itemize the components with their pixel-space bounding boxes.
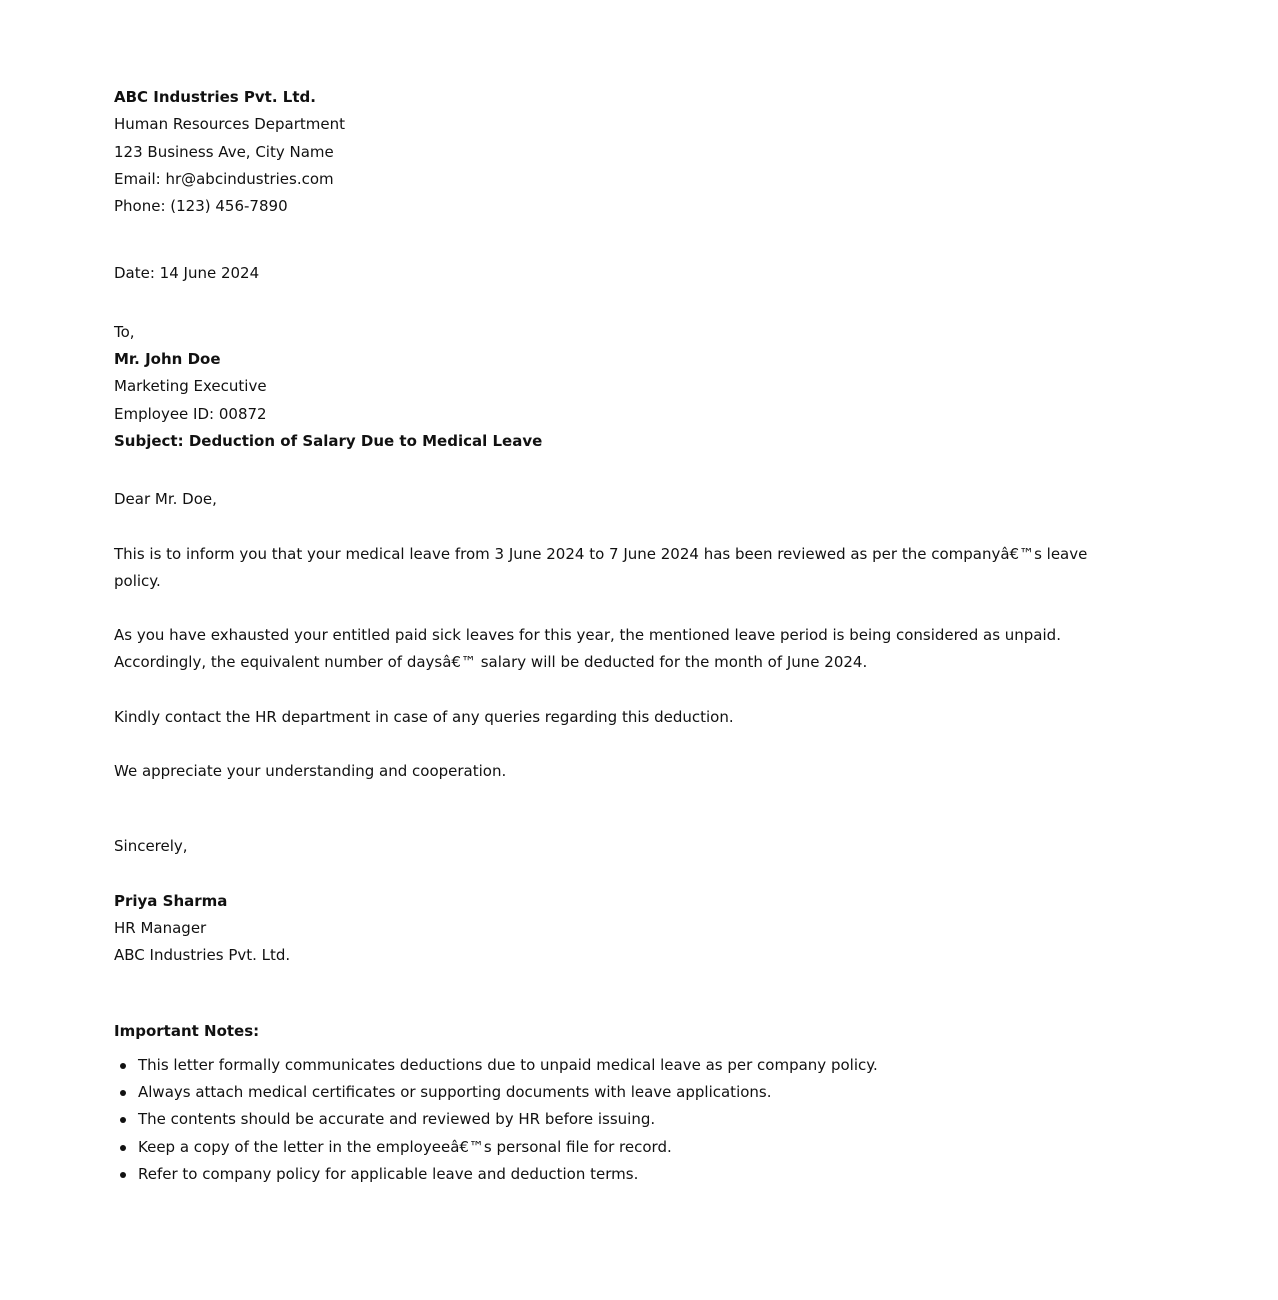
sender-block (114, 84, 1124, 220)
recipient-employee-id: Employee ID: 00872 (114, 404, 267, 423)
bullet-icon (120, 1090, 126, 1096)
salutation-text: Dear Mr. Doe, (114, 490, 217, 509)
sender-address: 123 Business Ave, City Name (114, 142, 334, 161)
bullet-icon (120, 1063, 126, 1069)
body-paragraph-4: We appreciate your understanding and cooperation. (114, 762, 507, 781)
body-paragraph-1: This is to inform you that your medical leave from 3 June 2024 to 7 June 2024 has been reviewed as per the companyâ€™s leave policy. (114, 544, 1088, 590)
note-text: This letter formally communicates deductions due to unpaid medical leave as per company policy. (138, 1055, 878, 1074)
recipient-block (114, 319, 1124, 455)
sender-company: ABC Industries Pvt. Ltd. (114, 88, 316, 106)
note-text: Always attach medical certificates or supporting documents with leave applications. (138, 1083, 772, 1102)
sender-phone: Phone: (123) 456-7890 (114, 197, 288, 216)
bullet-icon (120, 1117, 126, 1123)
bullet-icon (120, 1145, 126, 1151)
sender-email: Email: hr@abcindustries.com (114, 169, 334, 188)
list-item (114, 1079, 1124, 1106)
recipient-name: Mr. John Doe (114, 350, 221, 369)
signature-block (114, 888, 1124, 970)
list-item (114, 1161, 1124, 1188)
signatory-name: Priya Sharma (114, 891, 228, 910)
body-paragraph-3: Kindly contact the HR department in case of any queries regarding this deduction. (114, 707, 734, 726)
salutation (114, 486, 1124, 513)
note-text: Refer to company policy for applicable leave and deduction terms. (138, 1165, 639, 1184)
note-text: The contents should be accurate and reviewed by HR before issuing. (138, 1110, 656, 1129)
date-block (114, 260, 1124, 287)
body-paragraph-2: As you have exhausted your entitled paid sick leaves for this year, the mentioned leave period is being considered as unpaid. Accordingly, the equivalent number of daysâ€™ salary will be deducted for the month of June 2024. (114, 626, 1061, 672)
list-item (114, 1106, 1124, 1133)
letter-subject: Subject: Deduction of Salary Due to Medical Leave (114, 431, 543, 450)
list-item (114, 1134, 1124, 1161)
closing-text: Sincerely, (114, 837, 188, 856)
bullet-icon (120, 1172, 126, 1178)
letter-date: Date: 14 June 2024 (114, 264, 260, 283)
notes-list (114, 1052, 1124, 1188)
closing (114, 833, 1124, 860)
signatory-company: ABC Industries Pvt. Ltd. (114, 946, 291, 965)
important-notes (114, 1018, 1124, 1189)
letter-body (114, 84, 1124, 1188)
signatory-title: HR Manager (114, 918, 207, 937)
notes-heading: Important Notes: (114, 1021, 260, 1040)
list-item (114, 1052, 1124, 1079)
recipient-to: To, (114, 322, 135, 341)
note-text: Keep a copy of the letter in the employeeâ€™s personal file for record. (138, 1137, 672, 1156)
sender-department: Human Resources Department (114, 115, 346, 134)
recipient-title: Marketing Executive (114, 377, 267, 396)
